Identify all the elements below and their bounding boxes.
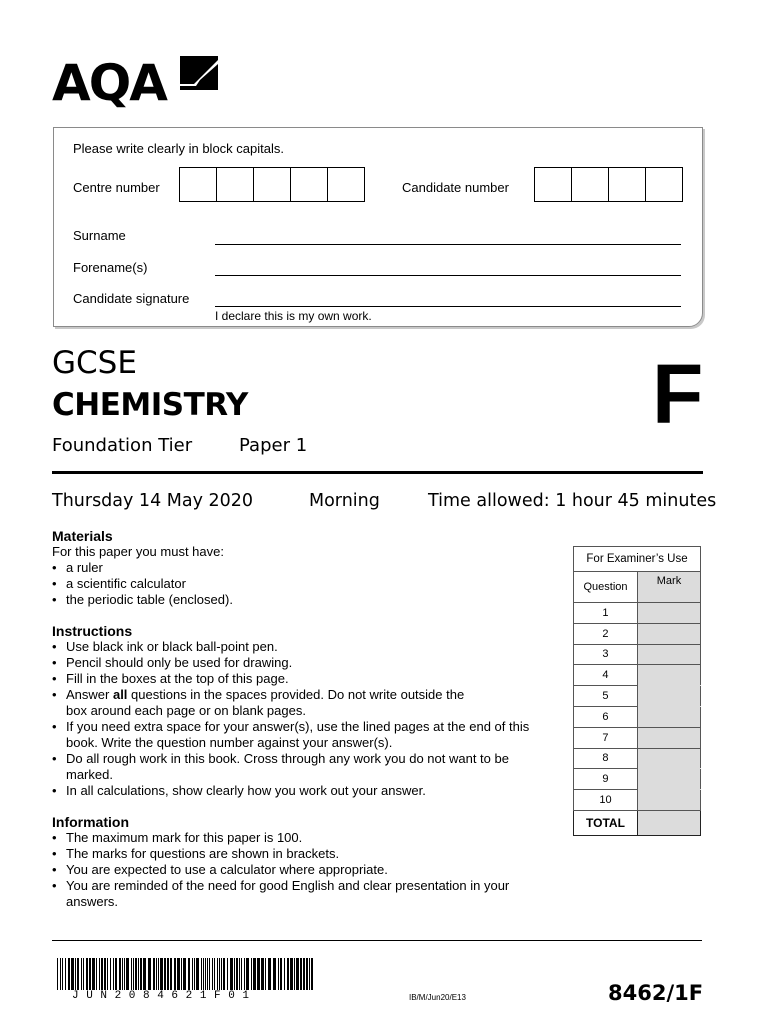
block-capitals-instruction: Please write clearly in block capitals.	[73, 141, 284, 156]
question-number: 1	[574, 603, 638, 624]
barcode-bar	[177, 958, 180, 990]
barcode-bar	[257, 958, 260, 990]
barcode-bar	[75, 958, 76, 990]
question-number: 10	[574, 790, 638, 811]
barcode-bar	[188, 958, 190, 990]
barcode-bar	[126, 958, 129, 990]
declaration-text: I declare this is my own work.	[215, 309, 372, 323]
barcode-bar	[236, 958, 238, 990]
footer-rule	[52, 940, 702, 941]
barcode-bar	[107, 958, 108, 990]
exam-session: Morning	[309, 491, 380, 511]
forename-line[interactable]	[215, 275, 681, 276]
mark-cell	[637, 706, 700, 727]
barcode-bar	[143, 958, 146, 990]
barcode-bar	[158, 958, 159, 990]
list-item: • the periodic table (enclosed).	[52, 592, 552, 608]
centre-digit-box[interactable]	[291, 168, 328, 201]
barcode-bar	[156, 958, 157, 990]
qualification-title: GCSE	[52, 345, 137, 381]
question-number: 9	[574, 769, 638, 790]
barcode-icon	[57, 958, 317, 990]
barcode-bar	[227, 958, 228, 990]
answer-all-bold: all	[112, 687, 128, 702]
barcode-bar	[135, 958, 137, 990]
barcode-bar	[223, 958, 225, 990]
question-column-header: Question	[574, 572, 638, 603]
barcode-bar	[89, 958, 91, 990]
answer-all-post: questions in the spaces provided. Do not write outside the box around each page or on blank pages.	[66, 687, 465, 718]
barcode-bar	[115, 958, 117, 990]
question-number: 3	[574, 644, 638, 665]
forename-label: Forename(s)	[73, 260, 148, 275]
centre-number-label: Centre number	[73, 180, 160, 195]
instructions-heading: Instructions	[52, 623, 133, 639]
barcode-bar	[306, 958, 308, 990]
mark-cell	[637, 686, 700, 707]
barcode-bar	[268, 958, 271, 990]
centre-digit-box[interactable]	[254, 168, 291, 201]
paper-reference: IB/M/Jun20/E13	[409, 993, 466, 1002]
list-item: • In all calculations, show clearly how you work out your answer.	[52, 783, 537, 799]
barcode-bar	[65, 958, 66, 990]
centre-number-boxes[interactable]	[179, 167, 365, 202]
barcode-bar	[303, 958, 305, 990]
barcode-bar	[101, 958, 103, 990]
barcode-bar	[170, 958, 172, 990]
materials-list	[52, 560, 552, 608]
barcode-bar	[192, 958, 193, 990]
barcode-bar	[234, 958, 235, 990]
title-rule	[52, 471, 703, 474]
materials-section	[52, 528, 552, 608]
answer-all-pre: Answer	[66, 687, 113, 702]
barcode-bar	[278, 958, 279, 990]
subject-title: CHEMISTRY	[52, 387, 248, 423]
barcode-bar	[77, 958, 79, 990]
barcode-bar	[217, 958, 218, 990]
barcode-bar	[131, 958, 132, 990]
barcode-bar	[280, 958, 282, 990]
mark-cell	[637, 769, 700, 790]
barcode-bar	[81, 958, 82, 990]
barcode-bar	[60, 958, 61, 990]
barcode-bar	[284, 958, 285, 990]
barcode-bar	[239, 958, 240, 990]
barcode-bar	[290, 958, 293, 990]
instructions-section	[52, 623, 552, 799]
barcode-bar	[138, 958, 139, 990]
barcode-bar	[124, 958, 125, 990]
mark-cell	[637, 727, 700, 748]
barcode-bar	[212, 958, 213, 990]
signature-label: Candidate signature	[73, 291, 190, 306]
candidate-digit-box[interactable]	[646, 168, 682, 201]
barcode-bar	[153, 958, 155, 990]
barcode-bar	[209, 958, 210, 990]
mark-cell	[637, 603, 700, 624]
candidate-digit-box[interactable]	[572, 168, 609, 201]
barcode-bar	[96, 958, 97, 990]
mark-cell	[637, 665, 700, 686]
total-label: TOTAL	[574, 810, 638, 835]
centre-digit-box[interactable]	[217, 168, 254, 201]
barcode-bar	[99, 958, 100, 990]
information-section	[52, 814, 552, 910]
barcode-bar	[140, 958, 142, 990]
barcode-bar	[219, 958, 220, 990]
candidate-digit-box[interactable]	[609, 168, 646, 201]
question-number: 2	[574, 623, 638, 644]
barcode-bar	[205, 958, 206, 990]
barcode-bar	[57, 958, 58, 990]
barcode-bar	[181, 958, 182, 990]
signature-line[interactable]	[215, 306, 681, 307]
barcode-bar	[133, 958, 134, 990]
barcode-bar	[246, 958, 249, 990]
question-number: 4	[574, 665, 638, 686]
barcode-bar	[253, 958, 256, 990]
barcode-bar	[110, 958, 111, 990]
barcode-bar	[241, 958, 242, 990]
barcode-bar	[221, 958, 222, 990]
candidate-number-boxes[interactable]	[534, 167, 683, 202]
paper-code: 8462/1F	[608, 981, 704, 1005]
barcode-bar	[62, 958, 63, 990]
barcode-bar	[300, 958, 302, 990]
barcode-bar	[296, 958, 299, 990]
barcode-bar	[164, 958, 166, 990]
exam-date: Thursday 14 May 2020	[52, 491, 254, 511]
barcode-bar	[294, 958, 295, 990]
barcode-bar	[194, 958, 195, 990]
centre-digit-box[interactable]	[328, 168, 364, 201]
barcode-bar	[122, 958, 123, 990]
mark-cell	[637, 644, 700, 665]
materials-intro: For this paper you must have:	[52, 544, 224, 559]
candidate-number-label: Candidate number	[402, 180, 509, 195]
barcode-bar	[196, 958, 199, 990]
candidate-digit-box[interactable]	[535, 168, 572, 201]
list-item	[52, 687, 481, 719]
list-item: • You are expected to use a calculator where appropriate.	[52, 862, 512, 878]
barcode-bar	[86, 958, 88, 990]
barcode-bar	[174, 958, 176, 990]
barcode-bar	[214, 958, 215, 990]
mark-cell	[637, 790, 700, 811]
question-number: 7	[574, 727, 638, 748]
tier-letter: F	[652, 347, 704, 441]
barcode-bar	[119, 958, 121, 990]
aqa-logo	[52, 54, 218, 112]
barcode-bar	[83, 958, 84, 990]
list-item: • Use black ink or black ball-point pen.	[52, 639, 537, 655]
list-item: • a ruler	[52, 560, 552, 576]
examiner-table-title: For Examiner’s Use	[574, 547, 701, 572]
barcode-bar	[92, 958, 95, 990]
list-item: • a scientific calculator	[52, 576, 552, 592]
barcode-bar	[104, 958, 106, 990]
barcode-bar	[251, 958, 252, 990]
barcode-bar	[183, 958, 186, 990]
information-list	[52, 830, 512, 910]
list-item: • Do all rough work in this book. Cross through any work you do not want to be marked.	[52, 751, 521, 783]
question-number: 5	[574, 686, 638, 707]
barcode-bar	[244, 958, 245, 990]
instructions-list	[52, 639, 537, 799]
question-number: 6	[574, 706, 638, 727]
barcode-bar	[68, 958, 70, 990]
barcode-bar	[287, 958, 289, 990]
total-mark-cell	[637, 810, 700, 835]
centre-digit-box[interactable]	[180, 168, 217, 201]
mark-cell	[637, 748, 700, 769]
barcode-bar	[71, 958, 74, 990]
list-item: • Fill in the boxes at the top of this page.	[52, 671, 537, 687]
information-heading: Information	[52, 814, 129, 830]
question-number: 8	[574, 748, 638, 769]
list-item: • The marks for questions are shown in brackets.	[52, 846, 512, 862]
time-allowed: Time allowed: 1 hour 45 minutes	[428, 491, 717, 511]
barcode-bar	[265, 958, 266, 990]
barcode-bar	[309, 958, 310, 990]
barcode-bar	[207, 958, 208, 990]
aqa-leaf-icon	[180, 54, 218, 92]
surname-line[interactable]	[215, 244, 681, 245]
barcode-bar	[160, 958, 163, 990]
surname-label: Surname	[73, 228, 126, 243]
barcode-bar	[167, 958, 169, 990]
barcode-bar	[148, 958, 151, 990]
tier-label: Foundation Tier	[52, 435, 193, 456]
materials-heading: Materials	[52, 528, 113, 544]
barcode-bar	[203, 958, 204, 990]
paper-label: Paper 1	[239, 435, 308, 456]
mark-column-header: Mark	[637, 572, 700, 603]
list-item: • The maximum mark for this paper is 100.	[52, 830, 512, 846]
barcode-bar	[201, 958, 202, 990]
list-item: • If you need extra space for your answer(s), use the lined pages at the end of this book. Write the question number against your answer(s).	[52, 719, 551, 751]
barcode-bar	[113, 958, 114, 990]
list-item: • You are reminded of the need for good English and clear presentation in your answers.	[52, 878, 512, 910]
barcode-bar	[273, 958, 276, 990]
list-item: • Pencil should only be used for drawing.	[52, 655, 537, 671]
barcode-bar	[230, 958, 233, 990]
mark-cell	[637, 623, 700, 644]
examiner-use-table	[573, 546, 701, 836]
barcode-bar	[311, 958, 313, 990]
barcode-bar	[261, 958, 264, 990]
logo-text: AQA	[52, 54, 166, 112]
barcode-text: J U N 2 0 8 4 6 2 1 F 0 1	[72, 990, 250, 1002]
